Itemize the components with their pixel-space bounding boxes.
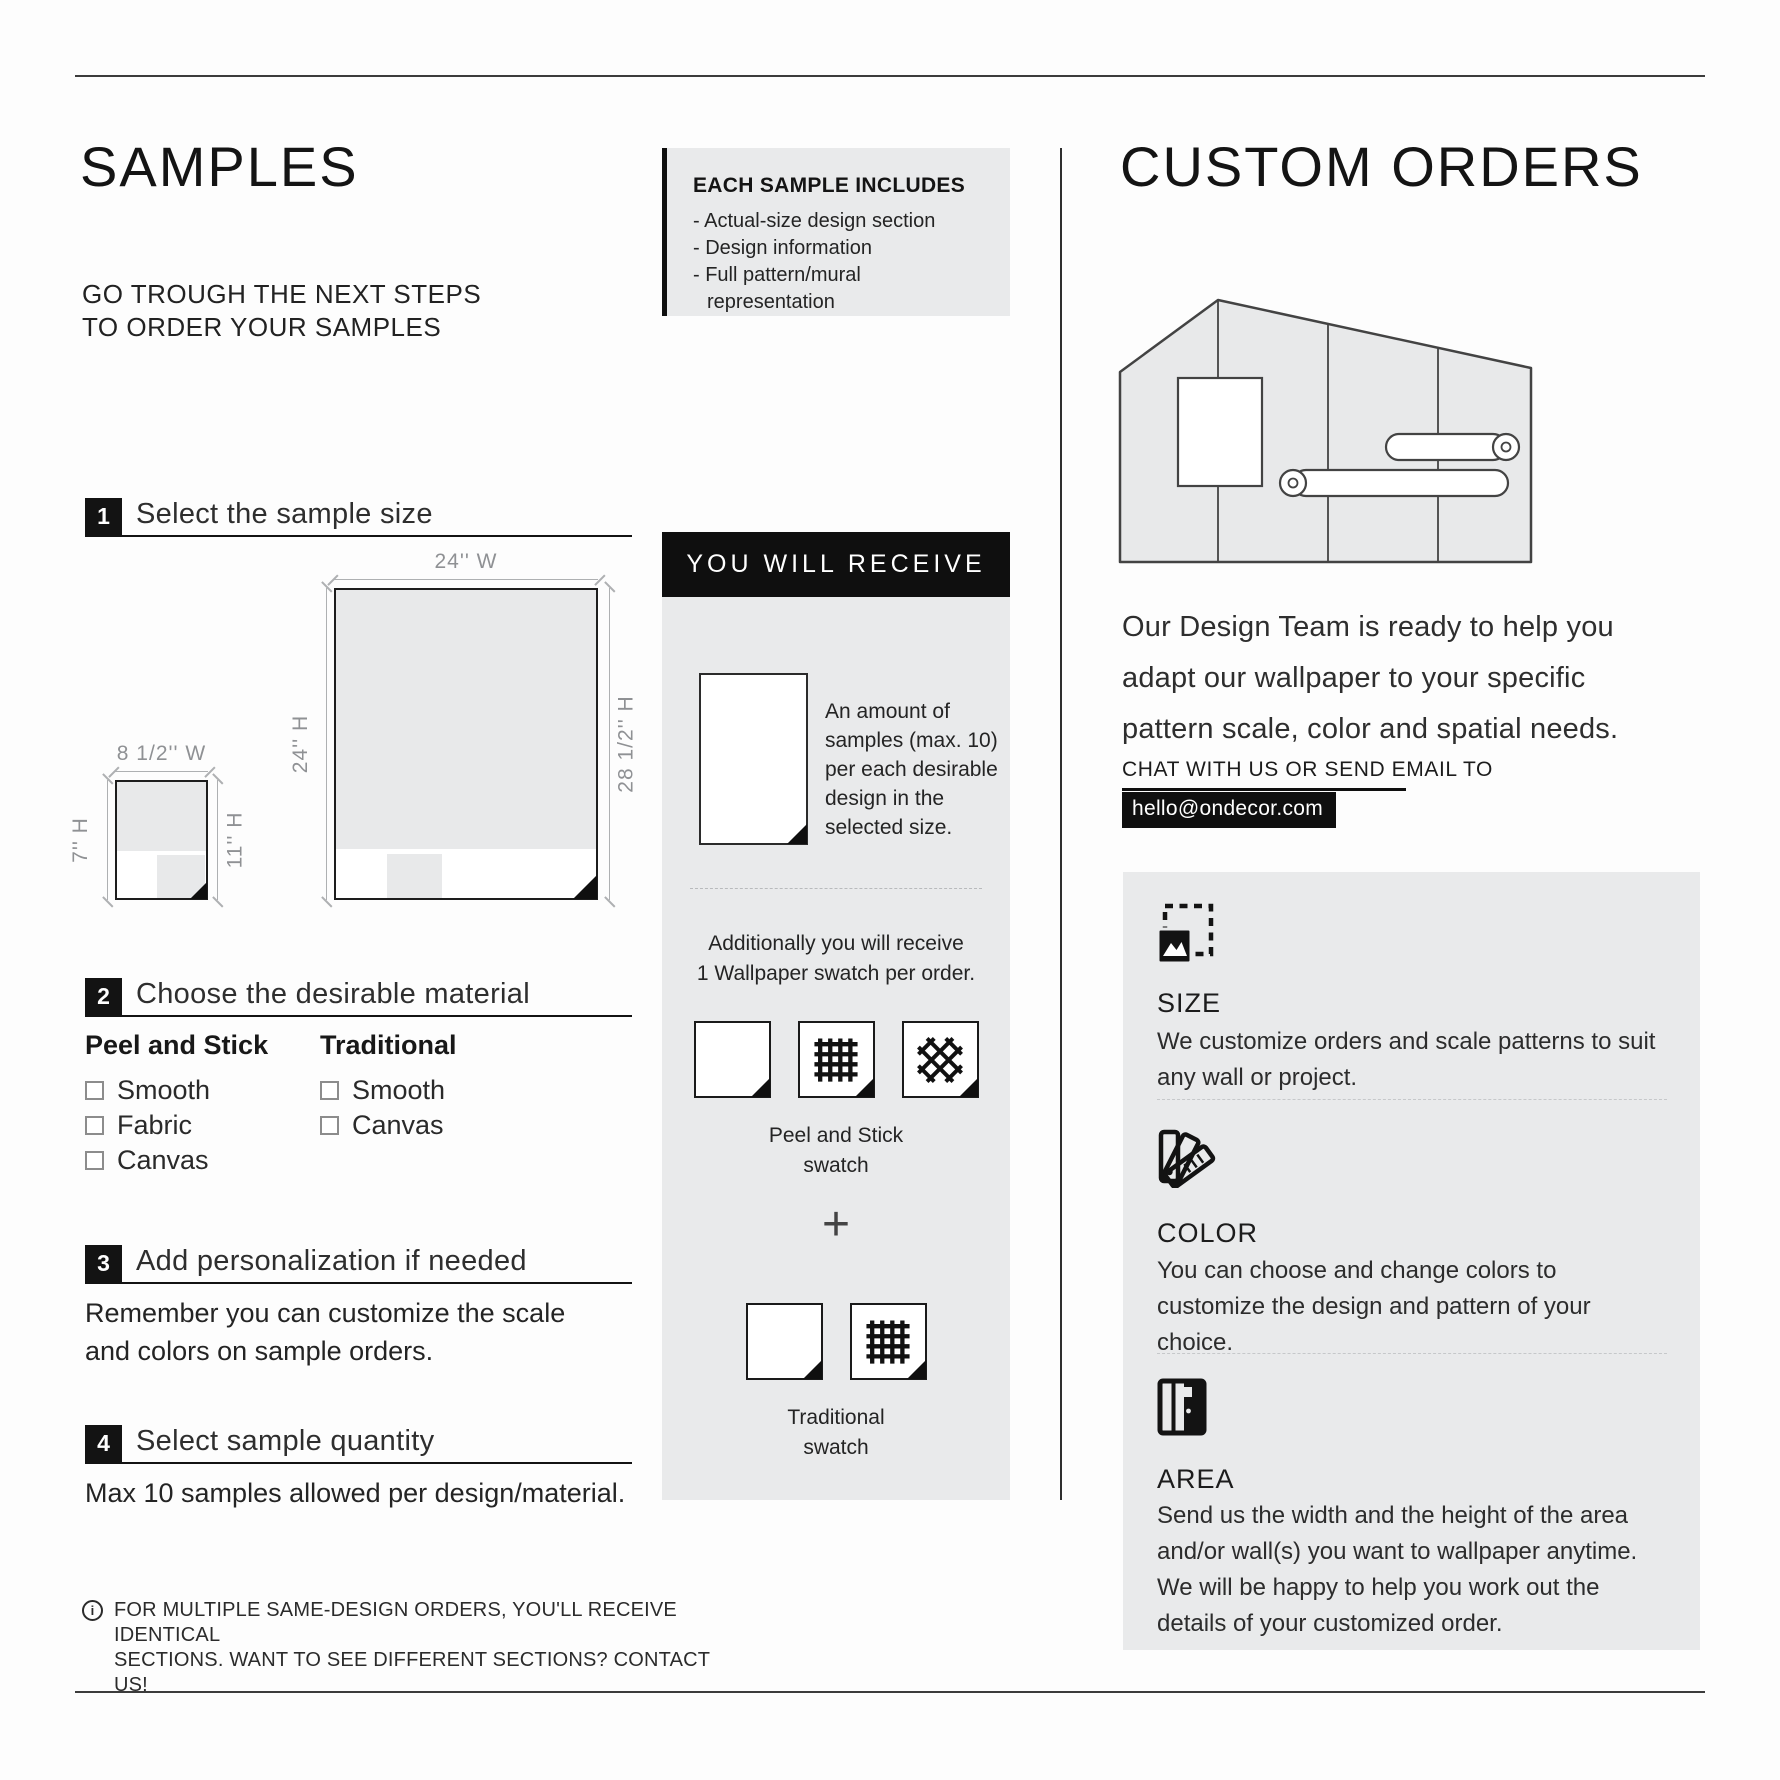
each-sample-includes-box xyxy=(662,148,1010,316)
design-team-intro: Our Design Team is ready to help you adapt our wallpaper to your specific pattern scale, color and spatial needs. xyxy=(1122,611,1619,745)
step-3-description: Remember you can customize the scale and colors on sample orders. xyxy=(85,1298,566,1366)
smooth-swatch-icon xyxy=(746,1303,823,1380)
step-1-title: Select the sample size xyxy=(136,498,433,530)
folded-corner-icon xyxy=(751,1078,770,1097)
you-will-receive-header: YOU WILL RECEIVE xyxy=(662,532,1010,597)
step-2-number: 2 xyxy=(85,978,122,1015)
large-right-dim-line xyxy=(609,588,610,900)
you-will-receive-box xyxy=(662,597,1010,1500)
crop-image-size-icon xyxy=(1157,902,1215,966)
small-width-dim-line xyxy=(115,771,208,772)
checkbox-icon[interactable] xyxy=(320,1116,339,1135)
folded-corner-icon xyxy=(190,882,207,899)
fabric-grid-swatch-icon xyxy=(798,1021,875,1098)
plus-sign: + xyxy=(821,1198,851,1251)
large-left-label: 24'' H xyxy=(289,714,313,774)
step-2-title: Choose the desirable material xyxy=(136,978,530,1010)
step-1-number: 1 xyxy=(85,498,122,535)
custom-order-features-box xyxy=(1123,872,1700,1650)
dashed-divider xyxy=(1157,1099,1667,1100)
dashed-divider xyxy=(690,888,982,889)
folded-corner-icon xyxy=(803,1360,822,1379)
chat-with-us-label: CHAT WITH US OR SEND EMAIL TO xyxy=(1122,758,1493,781)
includes-item: - Actual-size design section xyxy=(693,210,936,232)
fabric-grid-swatch-icon xyxy=(850,1303,927,1380)
smooth-swatch-icon xyxy=(694,1021,771,1098)
step-3-number: 3 xyxy=(85,1245,122,1282)
checkbox-icon[interactable] xyxy=(85,1151,104,1170)
option-trad-smooth: Smooth xyxy=(320,1073,457,1108)
option-peel-canvas: Canvas xyxy=(85,1143,268,1178)
canvas-crosshatch-swatch-icon xyxy=(902,1021,979,1098)
step-4-title: Select sample quantity xyxy=(136,1425,435,1457)
folded-corner-icon xyxy=(573,875,597,899)
checkbox-icon[interactable] xyxy=(320,1081,339,1100)
samples-subtitle: GO TROUGH THE NEXT STEPS TO ORDER YOUR SAMPLES xyxy=(82,279,482,342)
step-1-header xyxy=(85,498,632,537)
large-sample-diagram xyxy=(334,588,598,900)
wallpaper-roll-icon xyxy=(1386,434,1519,460)
dashed-divider xyxy=(1157,1353,1667,1354)
checkbox-icon[interactable] xyxy=(85,1116,104,1135)
traditional-options xyxy=(320,1030,457,1143)
info-icon: i xyxy=(82,1600,103,1621)
area-heading: AREA xyxy=(1157,1464,1235,1494)
peel-and-stick-heading: Peel and Stick xyxy=(85,1030,269,1060)
top-rule xyxy=(75,75,1705,77)
door-wall-area-icon xyxy=(1157,1378,1207,1436)
small-left-label: 7'' H xyxy=(69,817,93,863)
step-4-description: Max 10 samples allowed per design/material. xyxy=(85,1478,626,1508)
step-3-header xyxy=(85,1245,632,1284)
large-sample-inner-section xyxy=(387,854,442,898)
peel-and-stick-swatches xyxy=(662,1021,1010,1098)
color-text: You can choose and change colors to customize the design and pattern of your choice. xyxy=(1157,1257,1591,1356)
footnote: i FOR MULTIPLE SAME-DESIGN ORDERS, YOU'LL RECEIVE IDENTICAL SECTIONS. WANT TO SEE DIFFERENT SECTIONS? CONTACT US! xyxy=(82,1598,722,1698)
large-width-dim-line xyxy=(334,579,598,580)
large-right-label: 28 1/2'' H xyxy=(615,695,638,793)
email-link[interactable]: hello@ondecor.com xyxy=(1122,792,1336,828)
folded-corner-icon xyxy=(907,1360,926,1379)
peel-and-stick-options xyxy=(85,1030,268,1178)
color-swatches-icon xyxy=(1157,1122,1219,1188)
traditional-swatch-label: Traditional swatch xyxy=(787,1406,885,1459)
step-3-title: Add personalization if needed xyxy=(136,1245,527,1277)
step-4-number: 4 xyxy=(85,1425,122,1462)
small-width-label: 8 1/2'' W xyxy=(116,742,207,765)
checkbox-icon[interactable] xyxy=(85,1081,104,1100)
small-right-label: 11'' H xyxy=(223,811,247,869)
step-4-header xyxy=(85,1425,632,1464)
folded-corner-icon xyxy=(959,1078,978,1097)
includes-item: - Design information xyxy=(693,237,872,259)
wallpaper-roll-icon xyxy=(1280,470,1508,496)
column-divider xyxy=(1060,148,1062,1500)
option-peel-fabric: Fabric xyxy=(85,1108,268,1143)
includes-title: EACH SAMPLE INCLUDES xyxy=(693,174,966,197)
traditional-heading: Traditional xyxy=(320,1030,457,1060)
small-sample-diagram xyxy=(115,780,208,900)
peel-swatch-label: Peel and Stick swatch xyxy=(768,1124,904,1177)
large-left-dim-line xyxy=(326,588,327,900)
chat-underline xyxy=(1122,788,1406,791)
step-2-header xyxy=(85,978,632,1017)
samples-title: SAMPLES xyxy=(80,135,359,198)
small-right-dim-line xyxy=(217,780,218,900)
custom-orders-title: CUSTOM ORDERS xyxy=(1120,135,1643,198)
large-width-label: 24'' W xyxy=(434,550,498,573)
size-text: We customize orders and scale patterns to suit any wall or project. xyxy=(1157,1028,1656,1091)
option-trad-canvas: Canvas xyxy=(320,1108,457,1143)
folded-corner-icon xyxy=(787,824,807,844)
traditional-swatches xyxy=(662,1303,1010,1380)
sample-sheet-illustration xyxy=(699,673,808,845)
samples-amount-text: An amount of samples (max. 10) per each desirable design in the selected size. xyxy=(825,700,998,839)
large-sample-backing xyxy=(336,849,596,898)
small-left-dim-line xyxy=(107,780,108,900)
area-text: Send us the width and the height of the area and/or wall(s) you want to wallpaper anytime. We will be happy to help you work out the details of your customized order. xyxy=(1157,1502,1638,1637)
folded-corner-icon xyxy=(855,1078,874,1097)
wallpapered-wall-illustration xyxy=(1118,298,1533,564)
option-peel-smooth: Smooth xyxy=(85,1073,268,1108)
hanging-sample-icon xyxy=(1178,378,1262,486)
includes-item: - Full pattern/mural representation xyxy=(693,264,861,313)
size-heading: SIZE xyxy=(1157,988,1222,1018)
additional-swatch-text: Additionally you will receive 1 Wallpaper swatch per order. xyxy=(696,932,976,985)
color-heading: COLOR xyxy=(1157,1218,1259,1248)
